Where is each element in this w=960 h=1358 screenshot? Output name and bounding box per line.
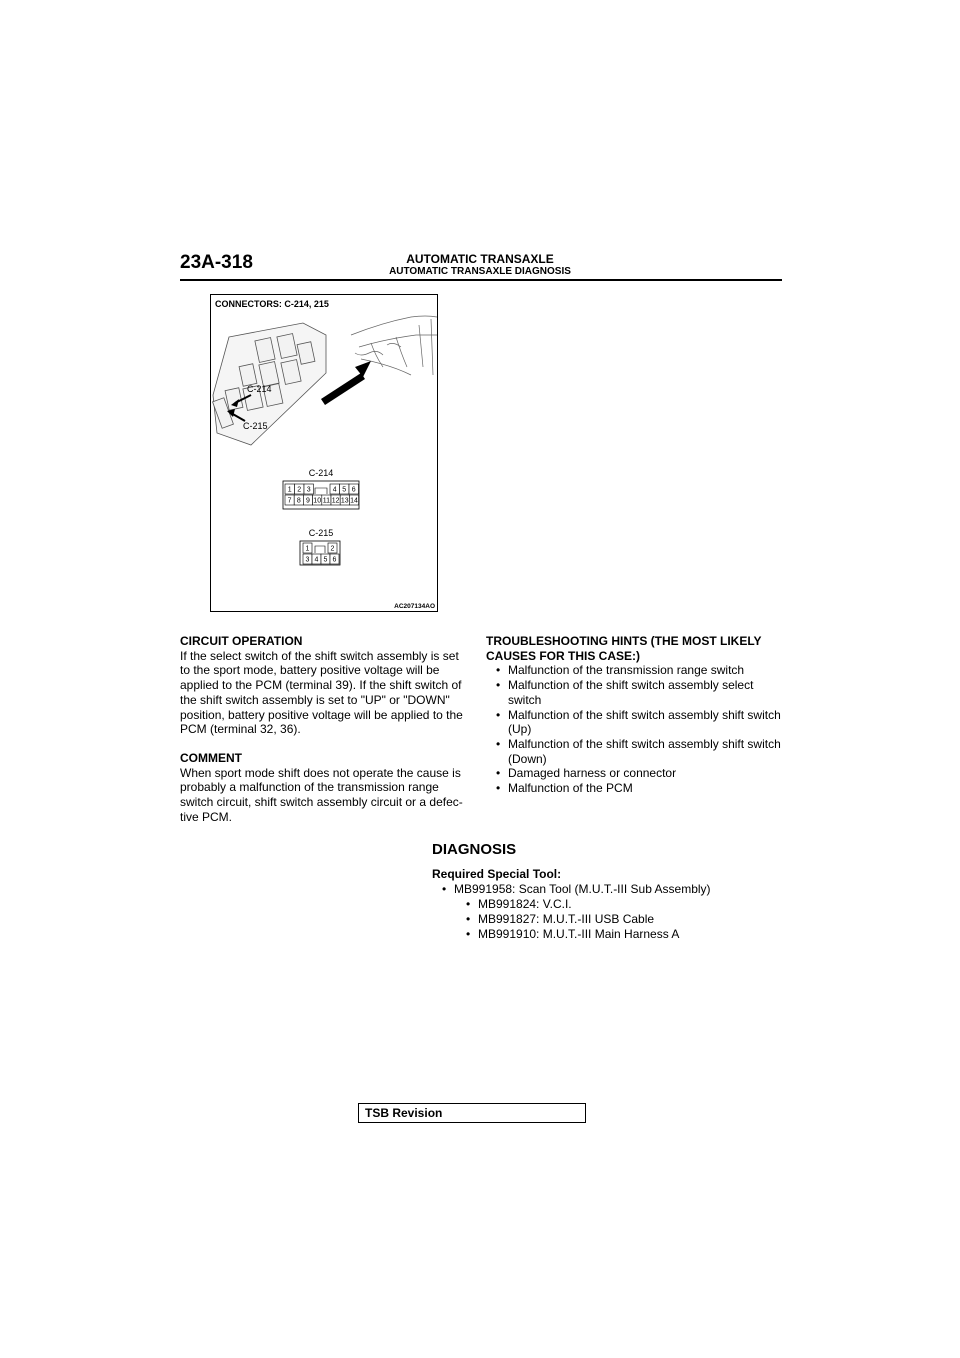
connector-key	[315, 488, 327, 494]
left-column	[180, 634, 472, 838]
tool-item: MB991958: Scan Tool (M.U.T.-III Sub Assembly)	[454, 882, 711, 896]
list-item: • Malfunction of the transmission range switch	[508, 663, 782, 678]
callout-c215: C-215	[243, 421, 268, 431]
comment-text: When sport mode shift does not operate the cause is probably a malfunction of the transmission range switch circuit, shift switch assembly circuit or a defec-tive PCM.	[180, 765, 463, 824]
pin-number: 2	[297, 486, 302, 494]
header-title: AUTOMATIC TRANSAXLE	[406, 252, 554, 266]
special-tool-heading: Required Special Tool:	[432, 867, 562, 881]
connector-illustration	[211, 295, 439, 613]
pin-number: 5	[323, 556, 328, 564]
pin-number: 5	[342, 486, 347, 494]
diagnosis-section	[432, 842, 772, 942]
list-item: • Malfunction of the shift switch assembly shift switch (Down)	[508, 737, 782, 766]
comment-heading: COMMENT	[180, 750, 242, 765]
pin-number: 13	[340, 497, 349, 505]
tsb-revision-box: TSB Revision	[358, 1103, 586, 1123]
circuit-operation-text: If the select switch of the shift switch assembly is set to the sport mode, battery positive voltage will be applied to the PCM (terminal 39). If the shift switch of the shift switch assembly is set to "UP" or "DOWN" position, battery positive voltage will be applied to the PCM (terminal 32, 36).	[180, 648, 463, 737]
pin-number: 11	[322, 497, 331, 505]
pin-number: 4	[314, 556, 319, 564]
page-number: 23A-318	[180, 252, 253, 273]
list-item: • MB991824: V.C.I.	[478, 897, 772, 912]
tool-sub-list	[454, 897, 772, 942]
special-tool-list	[432, 882, 772, 942]
pin-number: 7	[287, 497, 292, 505]
pin-number: 2	[330, 545, 335, 553]
pin-number: 4	[332, 486, 337, 494]
diagnosis-title: DIAGNOSIS	[432, 841, 517, 858]
circuit-operation-heading: CIRCUIT OPERATION	[180, 634, 303, 648]
pin-number: 9	[306, 497, 310, 505]
pointer-arrow	[321, 373, 365, 405]
pin-number: 3	[305, 556, 310, 564]
figure-title: CONNECTORS: C-214, 215	[215, 299, 329, 309]
pin-number: 6	[351, 486, 356, 494]
c215-pin-layout	[303, 543, 339, 564]
pin-number: 12	[331, 497, 340, 505]
header-rule	[180, 279, 782, 281]
list-item: • Damaged harness or connector	[508, 766, 782, 781]
figure-code: AC207134AO	[394, 603, 435, 610]
right-column	[486, 634, 782, 796]
pin-number: 10	[313, 497, 322, 505]
c215-label: C-215	[308, 528, 334, 538]
pin-number: 1	[287, 486, 292, 494]
list-item: • MB991910: M.U.T.-III Main Harness A	[478, 927, 772, 942]
pin-number: 6	[332, 556, 337, 564]
header-subtitle: AUTOMATIC TRANSAXLE DIAGNOSIS	[389, 266, 571, 277]
pin-number: 14	[350, 497, 358, 505]
list-item: • Malfunction of the shift switch assembly shift switch (Up)	[508, 708, 782, 737]
callout-c214: C-214	[247, 384, 272, 394]
list-item	[454, 882, 772, 942]
connector-figure	[210, 294, 438, 612]
list-item: • MB991827: M.U.T.-III USB Cable	[478, 912, 772, 927]
pin-number: 3	[306, 486, 311, 494]
troubleshooting-list	[486, 663, 782, 795]
pin-number: 8	[296, 497, 301, 505]
pin-number: 1	[305, 545, 310, 553]
troubleshooting-heading: TROUBLESHOOTING HINTS (THE MOST LIKELY CAUSES FOR THIS CASE:)	[486, 634, 762, 663]
c214-label: C-214	[308, 468, 334, 478]
list-item: • Malfunction of the shift switch assembly select switch	[508, 678, 782, 707]
list-item: • Malfunction of the PCM	[508, 781, 782, 796]
connector-key	[315, 546, 325, 553]
c214-pin-layout	[285, 484, 359, 505]
